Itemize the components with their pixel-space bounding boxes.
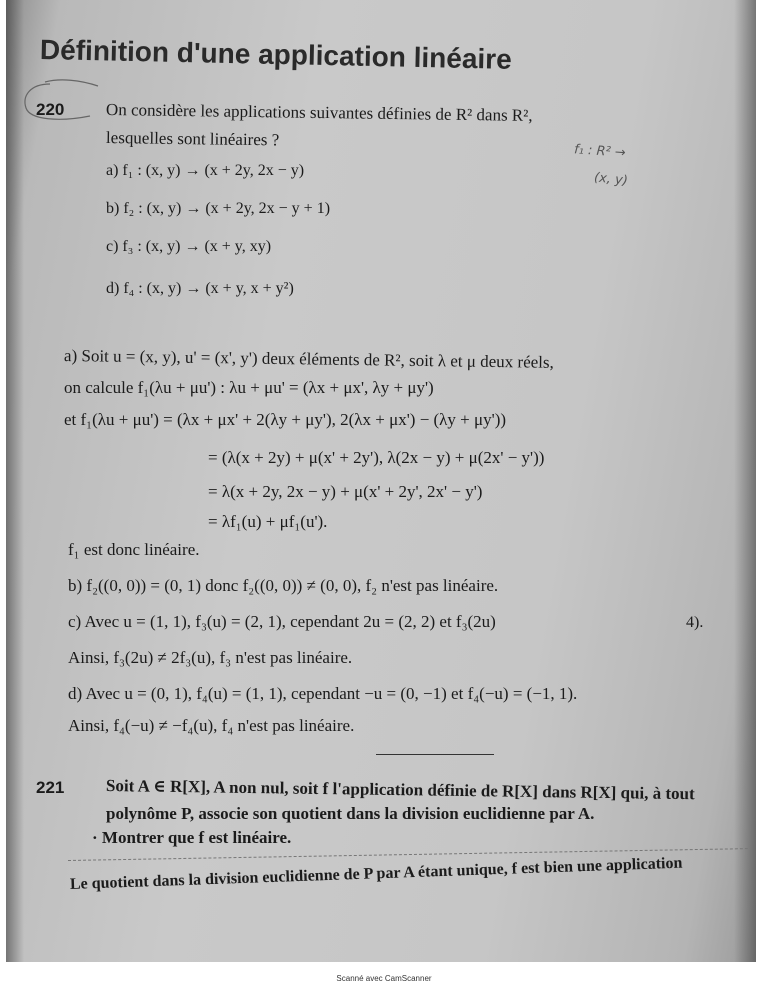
ex221-statement-line3: · Montrer que f est linéaire. [92,828,292,847]
solution-a-line5: = λ(x + 2y, 2x − y) + μ(x' + 2y', 2x' − y') [208,482,483,501]
page-shadow-right [734,0,756,962]
solution-a-conclusion: f₁ est donc linéaire. [68,540,200,559]
solution-a-line2: on calcule f₁(λu + μu') : λu + μu' = (λx + μx', λy + μy') [64,378,434,397]
section-divider [376,754,494,755]
pencil-circle-mark [20,76,110,126]
solution-c-line2: Ainsi, f₃(2u) ≠ 2f₃(u), f₃ n'est pas linéaire. [68,648,353,667]
ex221-statement-line2: polynôme P, associe son quotient dans la division euclidienne par A. [106,804,595,823]
solution-a-line4: = (λ(x + 2y) + μ(x' + 2y'), λ(2x − y) + μ(2x' − y')) [208,448,545,467]
ex221-solution: Le quotient dans la division euclidienne de P par A étant unique, f est bien une application [69,854,683,893]
solution-c-line1-end: 4). [686,614,704,631]
solution-a-line1: a) Soit u = (x, y), u' = (x', y') deux éléments de R², soit λ et μ deux réels, [63,346,554,372]
ex221-statement-line1: Soit A ∈ R[X], A non nul, soit f l'application définie de R[X] dans R[X] qui, à tout [105,776,695,804]
solution-b: b) f₂((0, 0)) = (0, 1) donc f₂((0, 0)) ≠ (0, 0), f₂ n'est pas linéaire. [68,576,499,595]
ex220-item-d: d) f₄ : (x, y) → (x + y, x + y²) [106,280,294,297]
solution-a-line3: et f₁(λu + μu') = (λx + μx' + 2(λy + μy'), 2(λx + μx') − (λy + μy')) [64,410,507,429]
solution-d-line1: d) Avec u = (0, 1), f₄(u) = (1, 1), cependant −u = (0, −1) et f₄(−u) = (−1, 1). [68,684,578,703]
ex220-statement-line2: lesquelles sont linéaires ? [105,128,280,150]
ex220-item-c: c) f₃ : (x, y) → (x + y, xy) [106,238,272,255]
handwritten-note-1: f₁ : R² → [573,142,627,161]
ex220-item-b: b) f₂ : (x, y) → (x + 2y, 2x − y + 1) [106,200,331,217]
ex220-item-a: a) f₁ : (x, y) → (x + 2y, 2x − y) [106,162,305,179]
exercise-number-221: 221 [36,778,65,797]
scanner-watermark: Scanné avec CamScanner [336,974,432,983]
solution-c-line1: c) Avec u = (1, 1), f₃(u) = (2, 1), cependant 2u = (2, 2) et f₃(2u) [68,612,496,631]
page-title: Définition d'une application linéaire [39,34,513,75]
scanned-page [6,0,756,962]
handwritten-note-2: (x, y) [593,170,629,189]
solution-d-line2: Ainsi, f₄(−u) ≠ −f₄(u), f₄ n'est pas linéaire. [68,716,355,735]
exercise-number-220: 220 [36,100,65,119]
ex220-statement-line1: On considère les applications suivantes définies de R² dans R², [105,100,533,125]
solution-a-line6: = λf₁(u) + μf₁(u'). [208,512,328,531]
page-shadow-left [6,0,24,962]
